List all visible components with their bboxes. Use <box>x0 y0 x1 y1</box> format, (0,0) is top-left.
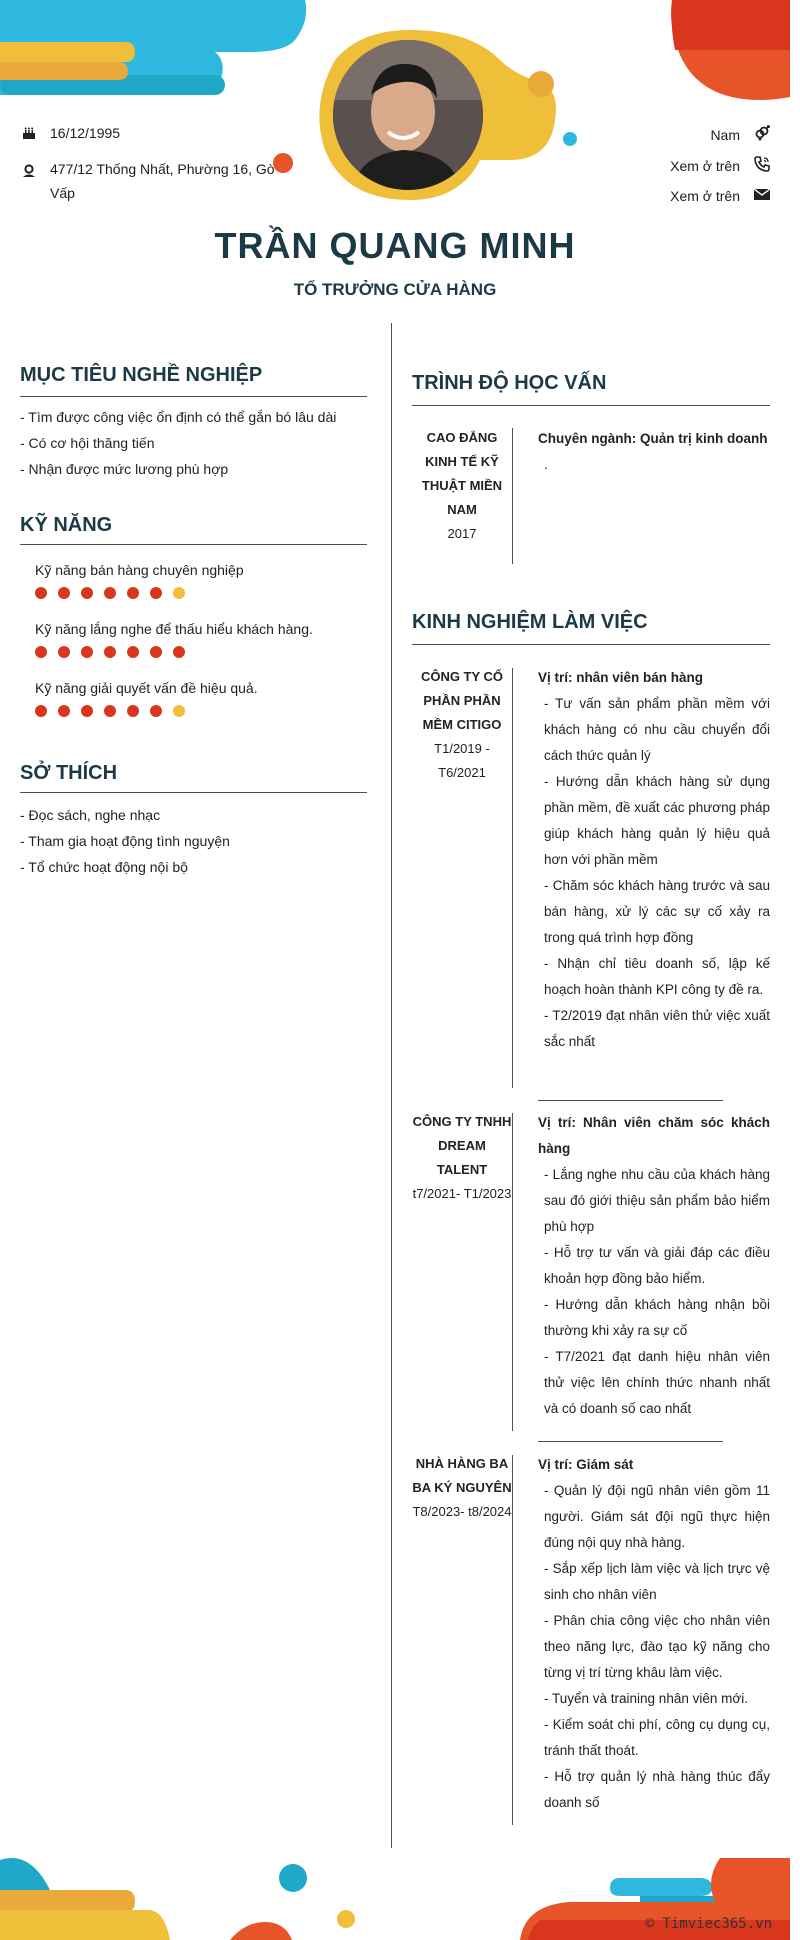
job-separator <box>538 1100 723 1101</box>
objective-heading: MỤC TIÊU NGHỀ NGHIỆP <box>20 364 263 386</box>
job-duty: - Sắp xếp lịch làm việc và lịch trực vệ sinh cho nhân viên <box>544 1561 770 1602</box>
skill-label: Kỹ năng bán hàng chuyên nghiệp <box>35 562 244 578</box>
job-duty: - Nhận chỉ tiêu doanh số, lập kế hoạch hoàn thành KPI công ty đề ra. <box>544 956 770 997</box>
education-school: CAO ĐẲNG KINH TẾ KỸ THUẬT MIỀN NAM <box>421 430 503 517</box>
rating-dot-filled <box>35 646 47 658</box>
job-company: NHÀ HÀNG BA BA KÝ NGUYÊN <box>412 1456 512 1495</box>
phone-row <box>670 156 770 175</box>
job-period: T1/2019 - T6/2021 <box>434 741 490 780</box>
job-company-block <box>412 665 512 785</box>
job-company: CÔNG TY CỔ PHẦN PHẦN MỀM CITIGO <box>420 669 504 732</box>
job-position: Vị trí: nhân viên bán hàng <box>538 670 704 685</box>
education-school-block <box>412 426 512 546</box>
objective-item: - Tìm được công việc ổn định có thể gắn bó lâu dài <box>20 409 337 425</box>
job-duty: - Lắng nghe nhu cầu của khách hàng sau đó giới thiệu sản phẩm bảo hiểm phù hợp <box>544 1167 770 1234</box>
job-duty: - Tuyển và training nhân viên mới. <box>544 1691 748 1706</box>
education-detail <box>538 426 770 478</box>
birthday-text: 16/12/1995 <box>50 125 121 141</box>
column-divider <box>391 323 392 1848</box>
job-duty: - Hướng dẫn khách hàng nhận bồi thường khi xảy ra sự cố <box>544 1297 770 1338</box>
gender-text: Nam <box>710 126 740 143</box>
education-major: Chuyên ngành: Quản trị kinh doanh <box>538 431 768 446</box>
rating-dot-filled <box>58 705 70 717</box>
rating-dot-filled <box>81 705 93 717</box>
candidate-name: TRẦN QUANG MINH <box>214 225 576 266</box>
birthday-row <box>22 125 120 141</box>
education-underline <box>412 405 770 406</box>
rating-dot-filled <box>35 705 47 717</box>
rating-dot-filled <box>173 646 185 658</box>
skills-heading: KỸ NĂNG <box>20 514 113 536</box>
experience-heading: KINH NGHIỆM LÀM VIỆC <box>412 611 648 633</box>
phone-text: Xem ở trên <box>670 157 740 174</box>
job-timeline-bar <box>512 1455 513 1825</box>
job-period: t7/2021- T1/2023 <box>412 1186 512 1201</box>
rating-dot-filled <box>35 587 47 599</box>
education-year: 2017 <box>447 526 477 541</box>
email-text: Xem ở trên <box>670 187 740 204</box>
gender-icon <box>754 125 770 144</box>
job-detail <box>538 1452 770 1816</box>
skill-rating <box>35 705 185 717</box>
address-row <box>22 157 275 205</box>
skill-rating <box>35 646 185 658</box>
objective-underline <box>20 396 367 397</box>
rating-dot-empty <box>173 705 185 717</box>
objective-item: - Có cơ hội thăng tiến <box>20 435 155 451</box>
rating-dot-filled <box>81 587 93 599</box>
job-detail <box>538 665 770 1055</box>
hobby-item: - Tham gia hoạt động tình nguyện <box>20 833 230 849</box>
email-row <box>670 187 770 204</box>
address-text: 477/12 Thống Nhất, Phường 16, Gò Vấp <box>50 161 275 201</box>
footer-credit: © Timviec365.vn <box>645 1916 772 1932</box>
job-position: Vị trí: Nhân viên chăm sóc khách hàng <box>538 1115 770 1156</box>
experience-underline <box>412 644 770 645</box>
job-duty: - Hỗ trợ quản lý nhà hàng thúc đẩy doanh số <box>544 1769 770 1810</box>
rating-dot-filled <box>58 587 70 599</box>
job-duty: - Phân chia công việc cho nhân viên theo năng lực, đào tạo kỹ năng cho từng vị trí từng khâu làm việc. <box>544 1613 770 1680</box>
rating-dot-filled <box>150 646 162 658</box>
job-company-block <box>412 1452 512 1524</box>
job-company-block <box>412 1110 512 1206</box>
job-duty: - T7/2021 đạt danh hiệu nhân viên thử việc lên chính thức nhanh nhất và có doanh số cao nhất <box>544 1349 770 1416</box>
skill-label: Kỹ năng lắng nghe để thấu hiểu khách hàng. <box>35 621 313 637</box>
education-note: . <box>544 457 548 472</box>
location-pin-icon <box>22 161 36 175</box>
job-timeline-bar <box>512 1113 513 1431</box>
rating-dot-filled <box>104 646 116 658</box>
rating-dot-filled <box>104 705 116 717</box>
skill-label: Kỹ năng giải quyết vấn đề hiệu quả. <box>35 680 258 696</box>
job-company: CÔNG TY TNHH DREAM TALENT <box>412 1114 512 1177</box>
rating-dot-filled <box>150 587 162 599</box>
avatar <box>333 40 483 190</box>
job-period: T8/2023- t8/2024 <box>412 1504 512 1519</box>
job-duty: - T2/2019 đạt nhân viên thử việc xuất sắc nhất <box>544 1008 770 1049</box>
gender-row <box>710 125 770 144</box>
objective-item: - Nhận được mức lương phù hợp <box>20 461 229 477</box>
hobbies-heading: SỞ THÍCH <box>20 762 118 784</box>
job-duty: - Kiểm soát chi phí, công cụ dụng cụ, tránh thất thoát. <box>544 1717 770 1758</box>
envelope-icon <box>754 187 770 204</box>
job-timeline-bar <box>512 668 513 1088</box>
skill-rating <box>35 587 185 599</box>
job-detail <box>538 1110 770 1422</box>
rating-dot-filled <box>150 705 162 717</box>
job-duty: - Hướng dẫn khách hàng sử dụng phần mềm, đề xuất các phương pháp giúp khách hàng quản lý hiệu quả hơn với phần mềm <box>544 774 770 867</box>
rating-dot-filled <box>127 705 139 717</box>
rating-dot-filled <box>81 646 93 658</box>
rating-dot-filled <box>127 646 139 658</box>
hobby-item: - Đọc sách, nghe nhạc <box>20 807 161 823</box>
job-duty: - Tư vấn sản phẩm phần mềm với khách hàng có nhu cầu chuyển đổi cách thức quản lý <box>544 696 770 763</box>
skills-underline <box>20 544 367 545</box>
job-duty: - Chăm sóc khách hàng trước và sau bán hàng, xử lý các sự cố xảy ra trong quá trình hợp đồng <box>544 878 770 945</box>
job-position: Vị trí: Giám sát <box>538 1457 634 1472</box>
birthday-cake-icon <box>22 126 36 140</box>
job-duty: - Hỗ trợ tư vấn và giải đáp các điều khoản hợp đồng bảo hiểm. <box>544 1245 770 1286</box>
job-duty: - Quản lý đội ngũ nhân viên gồm 11 người. Giám sát đội ngũ thực hiện đúng nội quy nhà hàng. <box>544 1483 770 1550</box>
education-heading: TRÌNH ĐỘ HỌC VẤN <box>412 372 607 394</box>
phone-icon <box>754 156 770 175</box>
education-timeline-bar <box>512 428 513 564</box>
hobby-item: - Tổ chức hoạt động nội bộ <box>20 859 188 875</box>
hobbies-underline <box>20 792 367 793</box>
rating-dot-filled <box>127 587 139 599</box>
rating-dot-filled <box>58 646 70 658</box>
job-separator <box>538 1441 723 1442</box>
rating-dot-filled <box>104 587 116 599</box>
candidate-title: TỔ TRƯỞNG CỬA HÀNG <box>293 280 497 299</box>
rating-dot-empty <box>173 587 185 599</box>
